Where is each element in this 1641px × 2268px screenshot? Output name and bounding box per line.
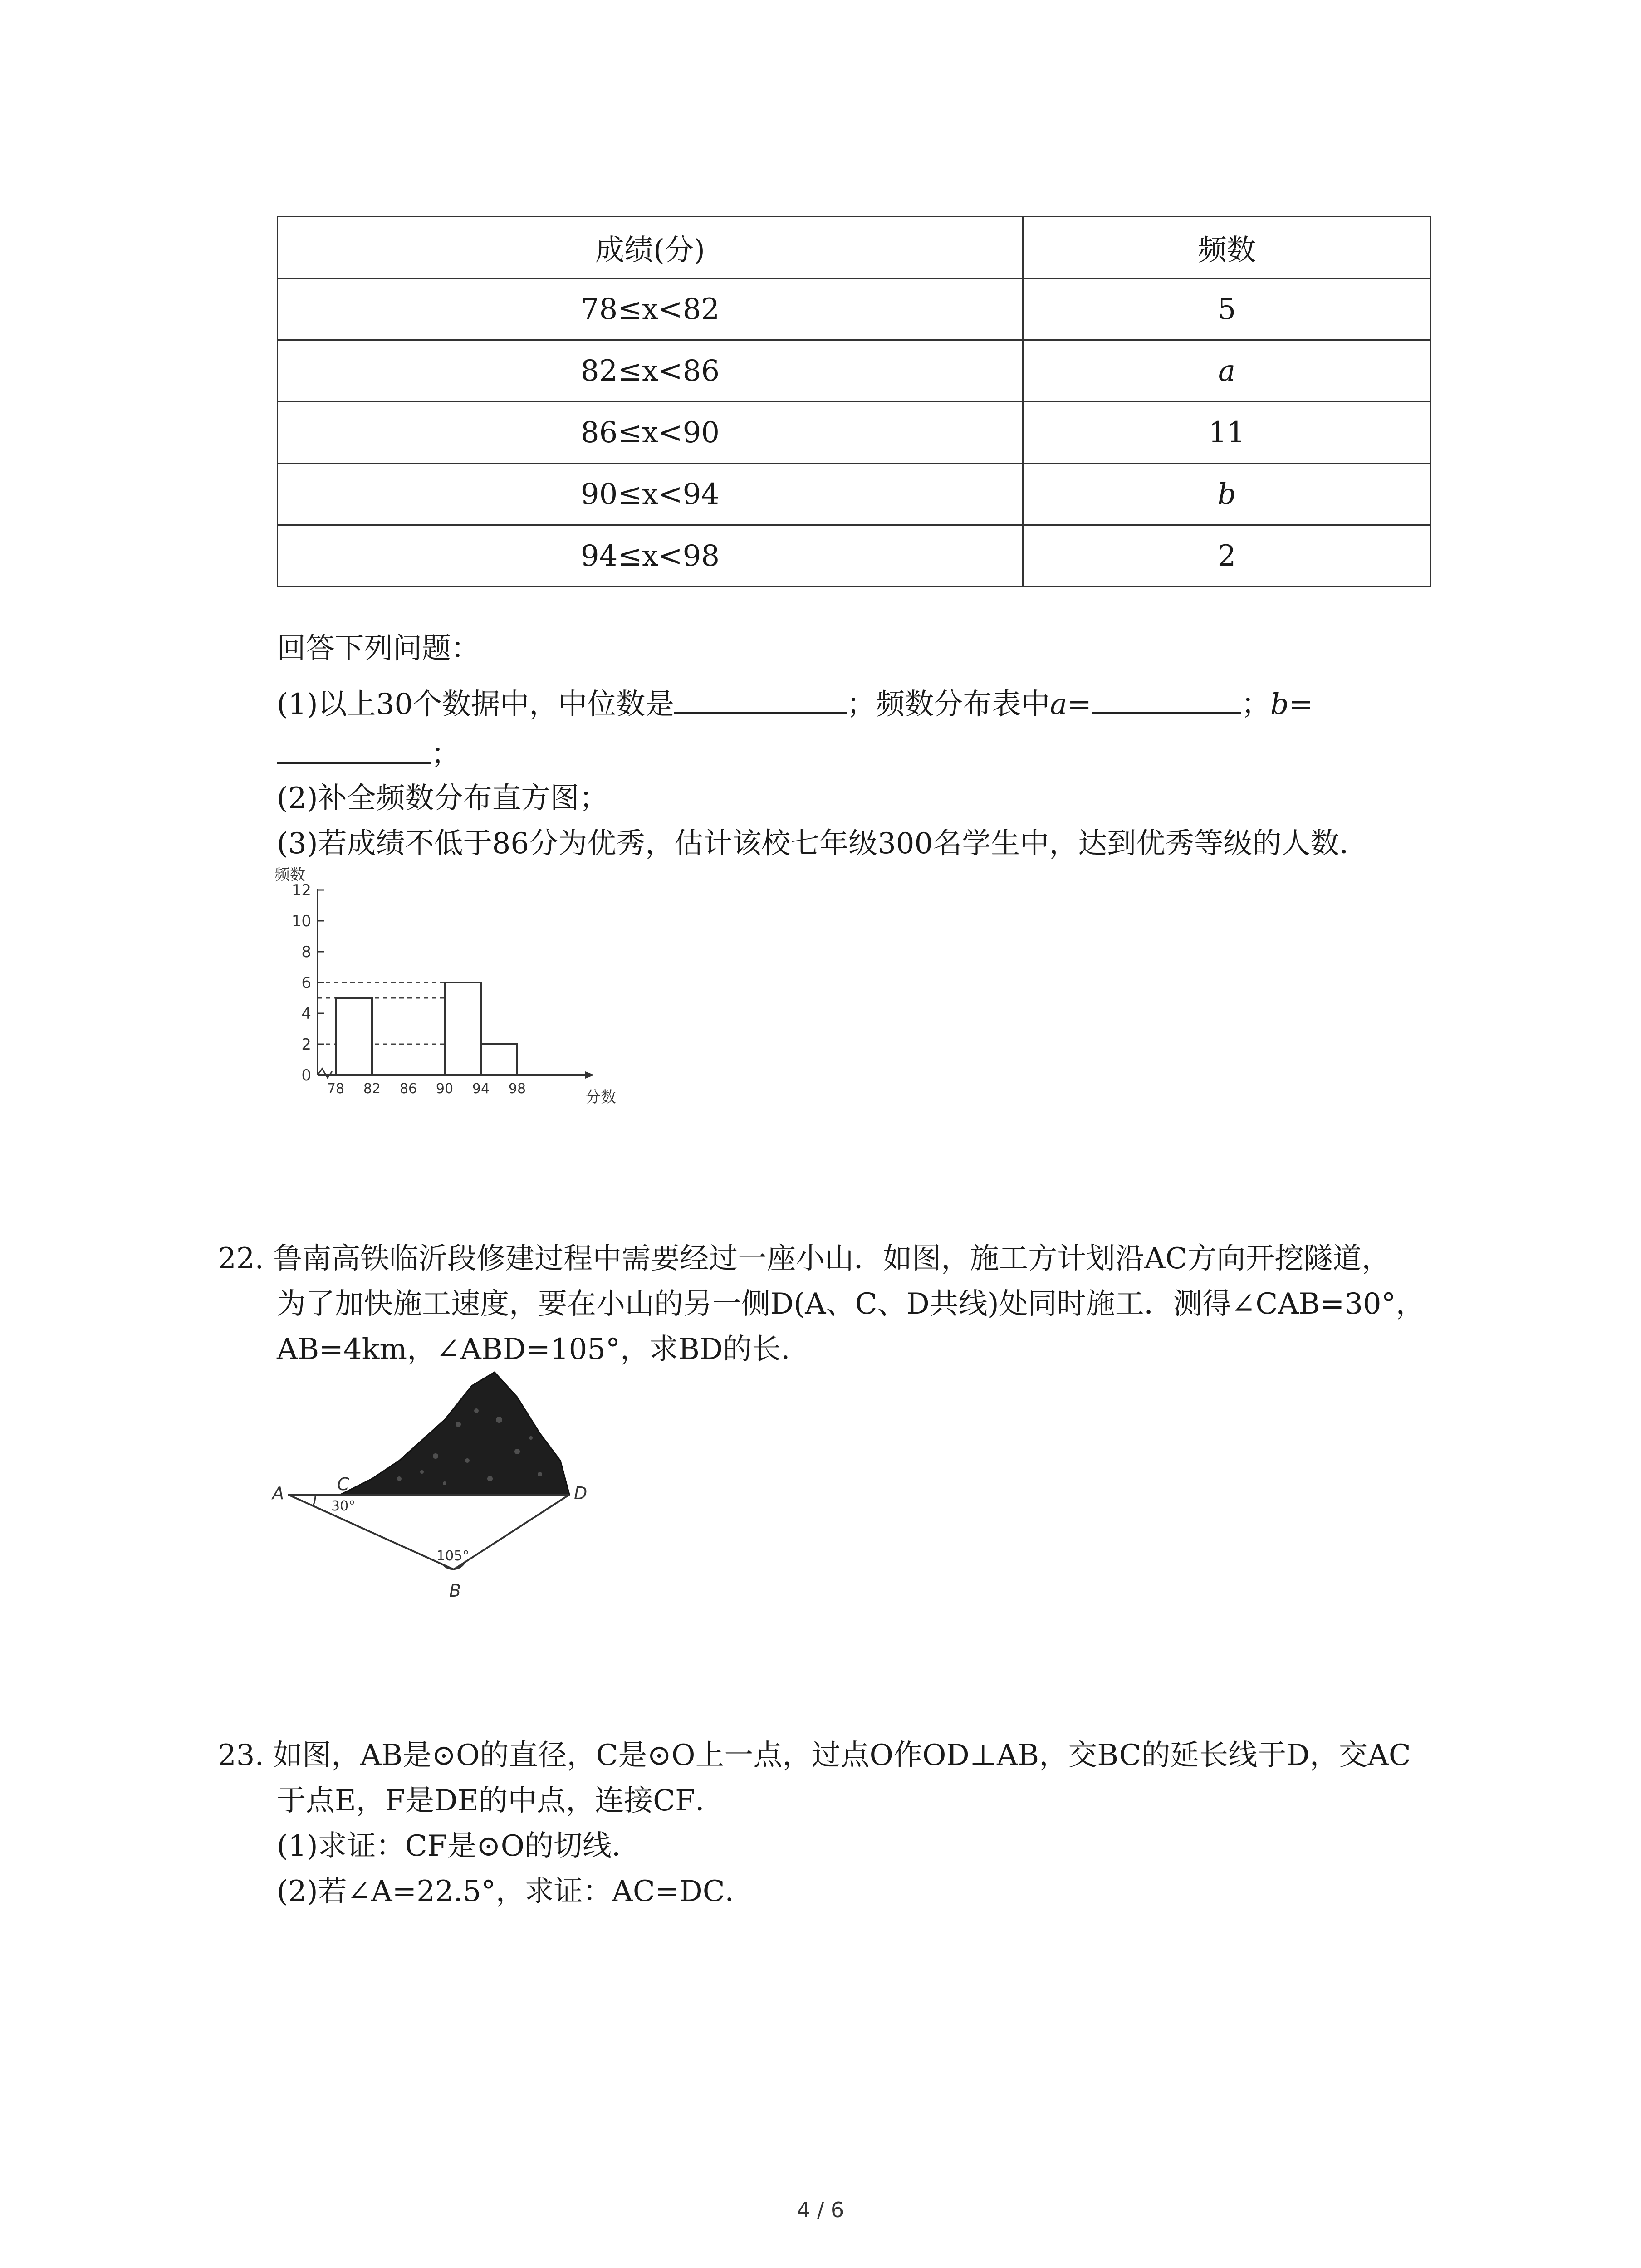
- frequency-table: [277, 216, 1431, 587]
- separator: ；: [1241, 688, 1270, 721]
- q21-part3: (3)若成绩不低于86分为优秀，估计该校七年级300名学生中，达到优秀等级的人数．: [277, 827, 1369, 860]
- y-tick-label: 2: [301, 1036, 311, 1054]
- mountain: [340, 1372, 569, 1495]
- label-c: C: [337, 1474, 349, 1494]
- x-tick-label: 90: [436, 1081, 454, 1097]
- y-tick-label: 4: [301, 1005, 311, 1023]
- q21-part1: [277, 680, 1313, 727]
- cell-frequency: b: [1023, 464, 1431, 525]
- b-blank: [277, 730, 431, 764]
- x-tick-label: 98: [508, 1081, 526, 1097]
- histogram-bar: [445, 982, 481, 1075]
- header-frequency: 频数: [1023, 217, 1431, 279]
- x-tick-label: 86: [399, 1081, 417, 1097]
- y-tick-label: 10: [291, 912, 311, 930]
- median-blank: [674, 680, 847, 714]
- q21-part1-line2: [277, 730, 460, 777]
- label-d: D: [574, 1483, 588, 1503]
- q22-line1: 22. 鲁南高铁临沂段修建过程中需要经过一座小山．如图，施工方计划沿AC方向开挖隧道，: [218, 1242, 1391, 1276]
- q23-part1: (1)求证：CF是⊙O的切线．: [277, 1829, 641, 1863]
- cell-range: 78≤x<82: [278, 279, 1023, 340]
- x-axis-label: 分数: [585, 1088, 616, 1106]
- mountain-figure: [263, 1370, 590, 1606]
- q21-part2: (2)补全频数分布直方图；: [277, 782, 608, 815]
- q23-line2: 于点E，F是DE的中点，连接CF．: [277, 1784, 725, 1818]
- cell-range: 94≤x<98: [278, 525, 1023, 587]
- q21-part1-text2: ；频数分布表中: [847, 688, 1050, 721]
- q23-line1: 23. 如图，AB是⊙O的直径，C是⊙O上一点，过点O作OD⊥AB，交BC的延长线于D，交AC: [218, 1739, 1411, 1772]
- histogram-bar: [336, 998, 372, 1075]
- cell-frequency: 5: [1023, 279, 1431, 340]
- table-row: [278, 340, 1431, 402]
- equals-sign: =: [1067, 688, 1092, 721]
- axis-break: [318, 1069, 332, 1078]
- y-tick-label: 8: [301, 943, 311, 961]
- cell-frequency: a: [1023, 340, 1431, 402]
- q23-part2: (2)若∠A=22.5°，求证：AC=DC．: [277, 1875, 754, 1908]
- cell-frequency: 11: [1023, 402, 1431, 464]
- y-tick-label: 6: [301, 974, 311, 992]
- segment-bd: [454, 1495, 569, 1569]
- equals-sign: =: [1288, 688, 1313, 721]
- q22-line3: AB=4km，∠ABD=105°，求BD的长．: [277, 1333, 810, 1366]
- table-row: [278, 464, 1431, 525]
- a-blank: [1092, 680, 1241, 714]
- x-tick-label: 94: [472, 1081, 490, 1097]
- q21-intro: 回答下列问题：: [277, 632, 480, 665]
- table-row: [278, 279, 1431, 340]
- label-b: B: [449, 1581, 461, 1601]
- header-score: 成绩(分): [278, 217, 1023, 279]
- table-row: [278, 525, 1431, 587]
- var-a: a: [1050, 688, 1068, 721]
- y-axis-label: 频数: [274, 866, 305, 884]
- y-tick-label: 12: [291, 881, 311, 899]
- angle-arc-a: [313, 1495, 315, 1506]
- page-number: 4 / 6: [797, 2198, 844, 2222]
- y-tick-label: 0: [301, 1066, 311, 1085]
- cell-range: 90≤x<94: [278, 464, 1023, 525]
- angle-a-label: 30°: [331, 1498, 356, 1514]
- x-tick-label: 78: [327, 1081, 345, 1097]
- q21-part1-text: (1)以上30个数据中，中位数是: [277, 688, 675, 721]
- label-a: A: [272, 1483, 284, 1503]
- x-axis-arrow: [585, 1071, 594, 1079]
- separator: ；: [431, 738, 460, 771]
- table-header-row: [278, 217, 1431, 279]
- cell-range: 82≤x<86: [278, 340, 1023, 402]
- cell-frequency: 2: [1023, 525, 1431, 587]
- q22-line2: 为了加快施工速度，要在小山的另一侧D(A、C、D共线)处同时施工．测得∠CAB=30°，: [277, 1287, 1425, 1321]
- x-tick-label: 82: [363, 1081, 381, 1097]
- histogram-chart: [268, 862, 658, 1116]
- table-row: [278, 402, 1431, 464]
- histogram-bar: [481, 1044, 517, 1075]
- angle-b-label: 105°: [436, 1548, 470, 1564]
- var-b: b: [1270, 688, 1289, 721]
- cell-range: 86≤x<90: [278, 402, 1023, 464]
